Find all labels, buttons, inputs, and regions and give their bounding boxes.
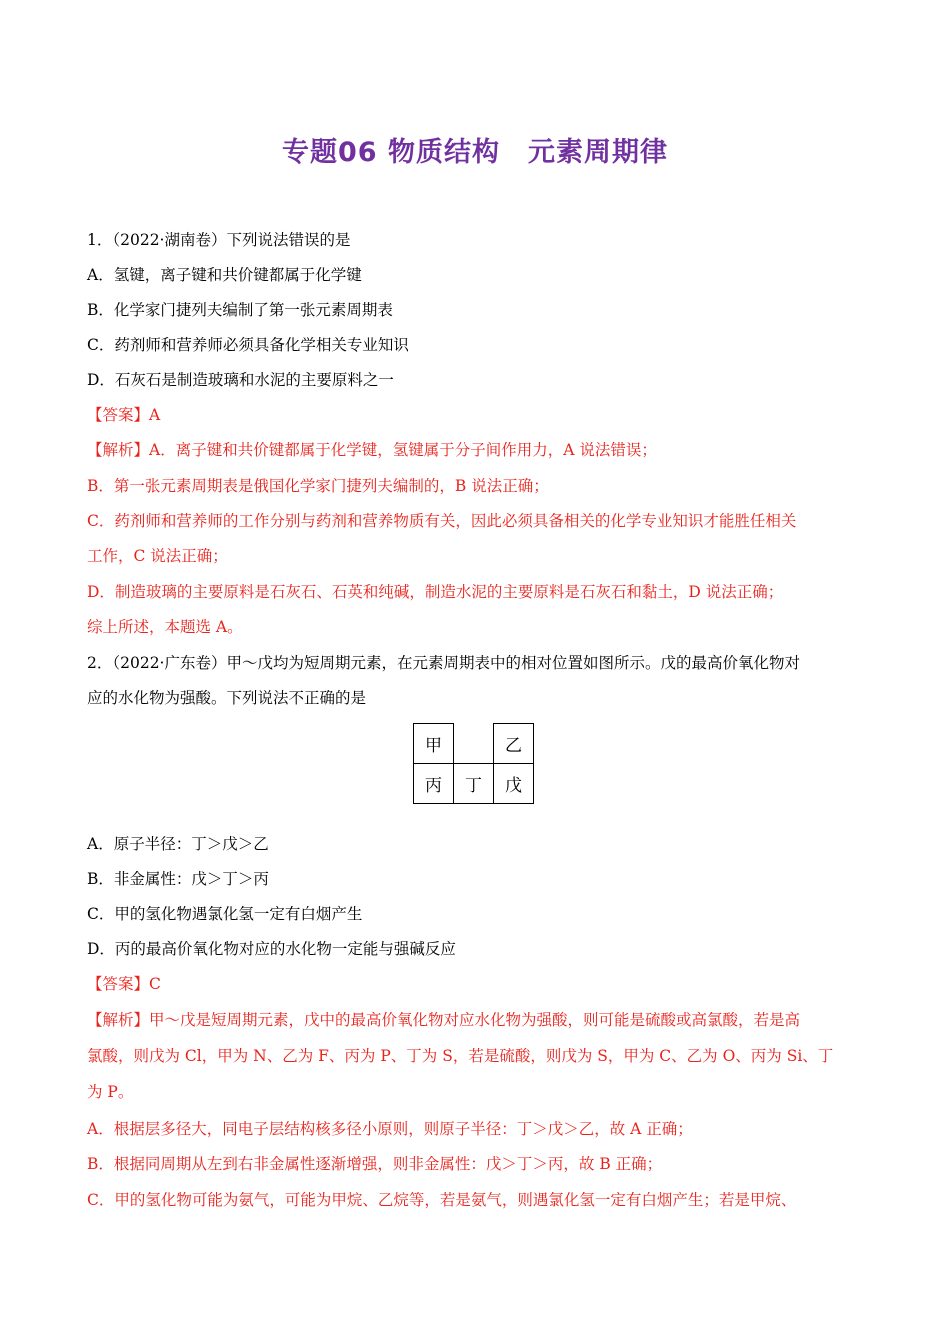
q2-option-b: B．非金属性：戊＞丁＞丙 — [87, 870, 269, 888]
q1-option-a: A．氢键，离子键和共价键都属于化学键 — [87, 266, 362, 284]
cell-jia: 甲 — [414, 724, 454, 764]
q1-analysis-line: 工作，C 说法正确； — [87, 547, 228, 565]
q1-analysis-line: 【解析】A．离子键和共价键都属于化学键，氢键属于分子间作用力，A 说法错误； — [87, 441, 657, 459]
question-2-stem: 2．（2022·广东卷）甲～戊均为短周期元素，在元素周期表中的相对位置如图所示。戊的最高价氧化物对 — [87, 654, 800, 672]
q2-analysis-line: 氯酸，则戊为 Cl，甲为 N、乙为 F、丙为 P、丁为 S，若是硫酸，则戊为 S，甲为 C、乙为 O、丙为 Si、丁 — [87, 1047, 834, 1065]
q2-option-a: A．原子半径：丁＞戊＞乙 — [87, 835, 269, 853]
question-1-stem: 1．（2022·湖南卷）下列说法错误的是 — [87, 231, 351, 249]
periodic-position-table — [413, 723, 534, 804]
cell-bing: 丙 — [414, 764, 454, 804]
question-2-stem: 应的水化物为强酸。下列说法不正确的是 — [87, 689, 367, 707]
q2-analysis-line: 【解析】甲～戊是短周期元素，戊中的最高价氧化物对应水化物为强酸，则可能是硫酸或高氯酸，若是高 — [87, 1011, 801, 1029]
q2-analysis-line: C．甲的氢化物可能为氨气，可能为甲烷、乙烷等，若是氨气，则遇氯化氢一定有白烟产生；若是甲烷、 — [87, 1191, 797, 1209]
q2-answer: 【答案】C — [87, 975, 161, 993]
q2-option-c: C．甲的氢化物遇氯化氢一定有白烟产生 — [87, 905, 363, 923]
cell-empty — [454, 724, 494, 764]
q1-analysis-line: B．第一张元素周期表是俄国化学家门捷列夫编制的，B 说法正确； — [87, 477, 549, 495]
q2-analysis-line: A．根据层多径大，同电子层结构核多径小原则，则原子半径：丁＞戊＞乙，故 A 正确； — [87, 1120, 693, 1138]
cell-ding: 丁 — [454, 764, 494, 804]
q2-analysis-line: 为 P。 — [87, 1083, 134, 1101]
q1-option-d: D．石灰石是制造玻璃和水泥的主要原料之一 — [87, 371, 394, 389]
q1-option-b: B．化学家门捷列夫编制了第一张元素周期表 — [87, 301, 393, 319]
q1-analysis-line: 综上所述，本题选 A。 — [87, 618, 243, 636]
q1-option-c: C．药剂师和营养师必须具备化学相关专业知识 — [87, 336, 409, 354]
cell-yi: 乙 — [494, 724, 534, 764]
q2-analysis-line: B．根据同周期从左到右非金属性逐渐增强，则非金属性：戊＞丁＞丙，故 B 正确； — [87, 1155, 663, 1173]
q2-option-d: D．丙的最高价氧化物对应的水化物一定能与强碱反应 — [87, 940, 456, 958]
q1-analysis-line: C．药剂师和营养师的工作分别与药剂和营养物质有关，因此必须具备相关的化学专业知识才能胜任相关 — [87, 512, 797, 530]
q1-answer: 【答案】A — [87, 406, 161, 424]
q1-analysis-line: D．制造玻璃的主要原料是石灰石、石英和纯碱，制造水泥的主要原料是石灰石和黏土，D 说法正确； — [87, 583, 784, 601]
page-title: 专题06 物质结构 元素周期律 — [282, 137, 668, 168]
cell-wu: 戊 — [494, 764, 534, 804]
